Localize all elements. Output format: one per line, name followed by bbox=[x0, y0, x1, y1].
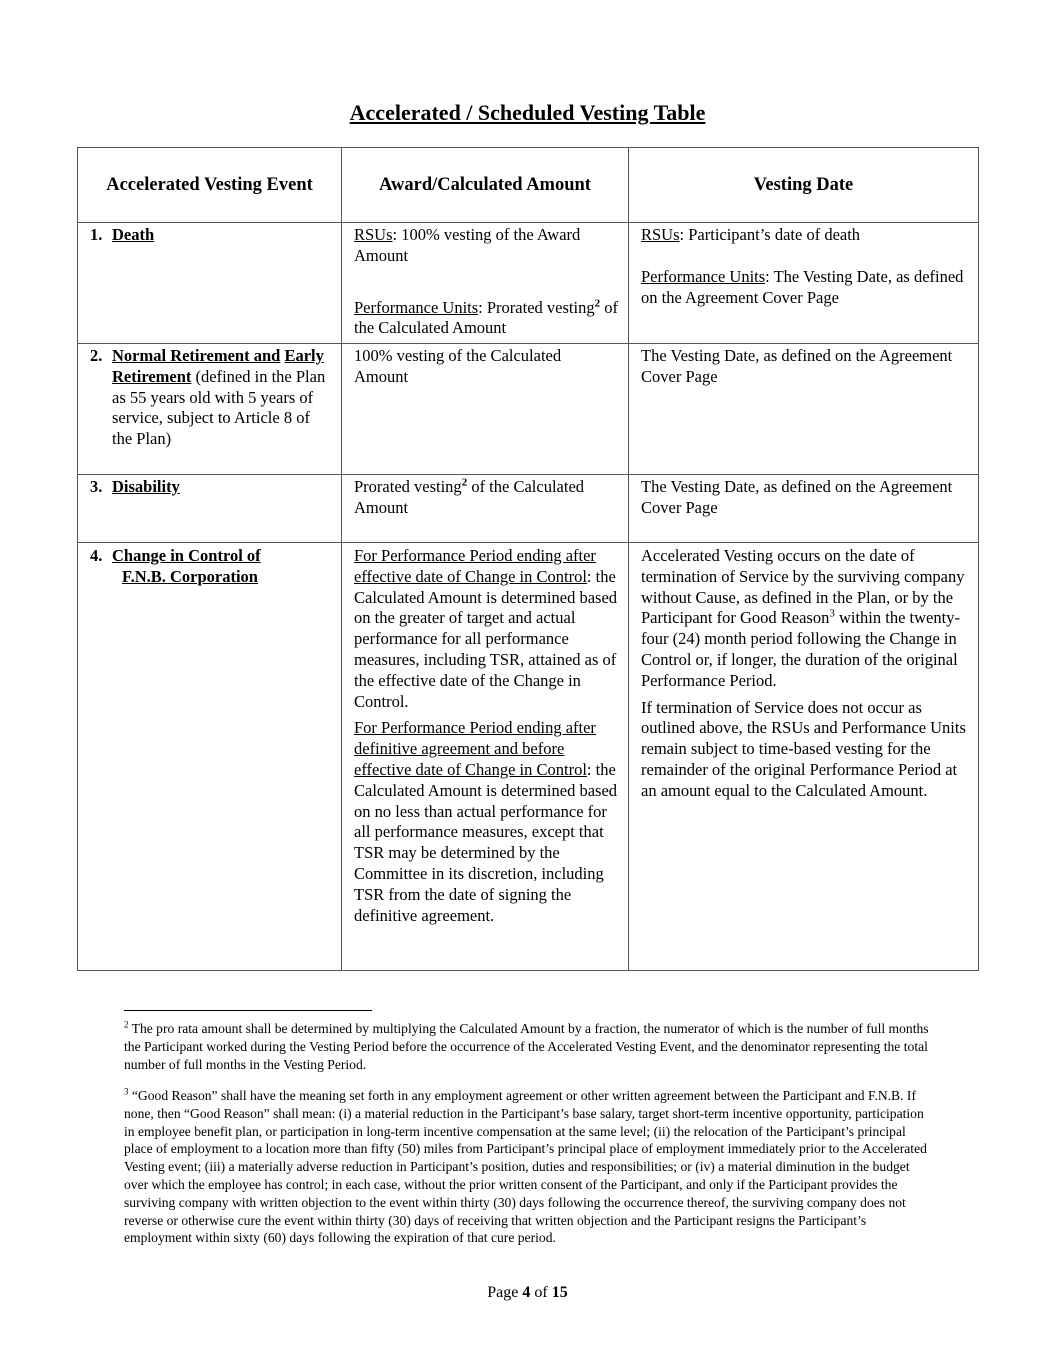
table-row bbox=[78, 344, 979, 475]
date-performance-text: Performance Units: The Vesting Date, as defined on the Agreement Cover Page bbox=[641, 266, 964, 307]
event-cell bbox=[78, 475, 342, 543]
event-cell bbox=[78, 344, 342, 475]
page-number: Page 4 of 15 bbox=[487, 1284, 568, 1301]
footnote-text: “Good Reason” shall have the meaning set forth in any employment agreement or other written agreement between the Participant and F.N.B. If none, then “Good Reason” shall mean: (i) a material reduction in the Participant’s base salary, target short-term incentive opportunity, participation in employee benefit plan, or participation in long-term incentive compensation at the same level; (ii) the relocation of the Participant’s principal place of employment to a location more than fifty (50) miles from Participant’s principal place of employment immediately prior to the Accelerated Vesting event; (iii) a materially adverse reduction in Participant’s position, duties and responsibilities; or (iv) a material diminution in the budget over which the employee has control; in each case, without the prior written consent of the Participant, and only if the Participant provides the surviving company with written objection to the event within thirty (30) days following the occurrence thereof, the surviving company does not reverse or otherwise cure the event within thirty (30) days of receiving that written objection and the Participant resigns the Participant’s employment within sixty (60) days following the expiration of that cure period. bbox=[124, 1088, 927, 1246]
award-cell: Prorated vesting$^2$ of the Calculated Amount bbox=[342, 475, 629, 543]
date-cell: The Vesting Date, as defined on the Agreement Cover Page bbox=[629, 475, 979, 543]
award-rsu-text: RSUs: 100% vesting of the Award Amount bbox=[354, 225, 581, 265]
row-number: 1. bbox=[90, 225, 103, 244]
row-number: 4. bbox=[90, 546, 103, 565]
date-cell bbox=[629, 543, 979, 971]
footnote bbox=[124, 1087, 930, 1247]
award-cell bbox=[342, 223, 629, 344]
date-cell bbox=[629, 223, 979, 344]
date-paragraph: If termination of Service does not occur as outlined above, the RSUs and Performance Units remain subject to time-based vesting for the remainder of the original Performance Period at an amount equal to the Calculated Amount. bbox=[641, 697, 966, 800]
event-label: Change in Control of bbox=[112, 546, 261, 565]
event-description: (defined in the Plan as 55 years old with 5 years of service, subject to Article 8 of the Plan) bbox=[112, 366, 326, 449]
table-row bbox=[78, 223, 979, 344]
date-cell: The Vesting Date, as defined on the Agreement Cover Page bbox=[629, 344, 979, 475]
event-cell bbox=[78, 543, 342, 971]
event-cell bbox=[78, 223, 342, 344]
award-paragraph: For Performance Period ending after definitive agreement and before effective date of Change in Control: the Calculated Amount is determined based on no less than actual performance for all performance measures, except that TSR may be determined by the Committee in its discretion, including TSR from the date of signing the definitive agreement. bbox=[354, 718, 618, 925]
event-label: Early Retirement bbox=[112, 346, 324, 386]
event-label: Normal Retirement and bbox=[112, 346, 281, 365]
date-paragraph: Accelerated Vesting occurs on the date of termination of Service by the surviving company without Cause, as defined in the Plan, or by the Participant for Good Reason$^3$ within the twenty-four (24) month period following the Change in Control or, if longer, the duration of the original Performance Period. bbox=[641, 546, 965, 690]
award-cell bbox=[342, 543, 629, 971]
event-label: F.N.B. Corporation bbox=[122, 566, 258, 586]
event-label: Disability bbox=[112, 477, 180, 496]
table-row bbox=[78, 475, 979, 543]
award-cell: 100% vesting of the Calculated Amount bbox=[342, 344, 629, 475]
column-header: Accelerated Vesting Event bbox=[78, 148, 342, 223]
award-performance-text: Performance Units: Prorated vesting$^2$ of the Calculated Amount bbox=[354, 297, 618, 338]
column-header: Vesting Date bbox=[629, 148, 979, 223]
footnote bbox=[124, 1020, 930, 1073]
footnote-divider bbox=[124, 1010, 372, 1011]
row-number: 3. bbox=[90, 477, 103, 496]
table-header-row bbox=[78, 148, 979, 223]
event-label: Death bbox=[112, 225, 155, 244]
vesting-table bbox=[77, 147, 979, 971]
column-header: Award/Calculated Amount bbox=[342, 148, 629, 223]
award-paragraph: For Performance Period ending after effective date of Change in Control: the Calculated Amount is determined based on the greater of target and actual performance for all performance measures, including TSR, attained as of the effective date of the Change in Control. bbox=[354, 546, 618, 711]
footnote-mark: 3 bbox=[124, 1086, 129, 1097]
date-rsu-text: RSUs: Participant’s date of death bbox=[641, 225, 861, 244]
table-row bbox=[78, 543, 979, 971]
footnote-text: The pro rata amount shall be determined by multiplying the Calculated Amount by a fraction, the numerator of which is the number of full months the Participant worked during the Vesting Period before the occurrence of the Accelerated Vesting Event, and the denominator representing the total number of full months in the Vesting Period. bbox=[124, 1021, 929, 1072]
footnote-mark: 2 bbox=[124, 1019, 129, 1030]
page-title: Accelerated / Scheduled Vesting Table bbox=[349, 100, 706, 125]
row-number: 2. bbox=[90, 346, 103, 365]
